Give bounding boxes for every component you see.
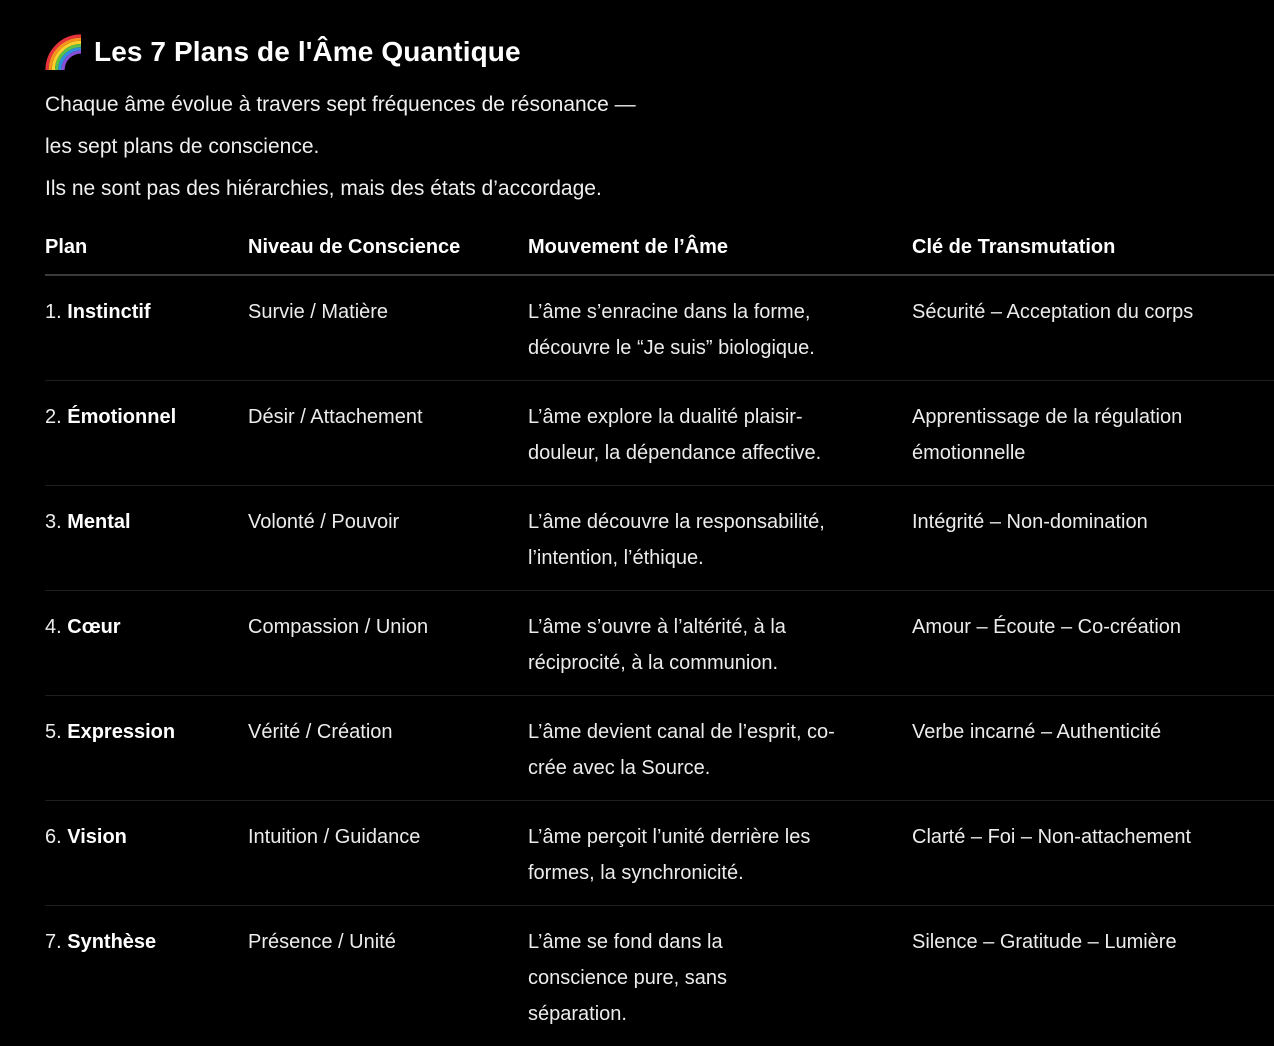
movement-cell bbox=[528, 696, 912, 801]
movement-cell bbox=[528, 591, 912, 696]
level-cell: Désir / Attachement bbox=[248, 381, 528, 486]
key-cell: Apprentissage de la régulation émotionnelle bbox=[912, 381, 1274, 486]
level-cell: Volonté / Pouvoir bbox=[248, 486, 528, 591]
movement-text: L’âme s’ouvre à l’altérité, à la réciprocité, à la communion. bbox=[528, 609, 873, 681]
movement-cell bbox=[528, 906, 912, 1046]
movement-text: L’âme découvre la responsabilité, l’intention, l’éthique. bbox=[528, 504, 873, 576]
movement-cell bbox=[528, 801, 912, 906]
movement-text: L’âme s’enracine dans la forme, découvre le “Je suis” biologique. bbox=[528, 294, 873, 366]
table-row bbox=[45, 801, 1274, 906]
plan-name: Cœur bbox=[67, 616, 120, 638]
table-row bbox=[45, 591, 1274, 696]
column-header-level: Niveau de Conscience bbox=[248, 220, 528, 275]
movement-cell bbox=[528, 381, 912, 486]
intro-line: Ils ne sont pas des hiérarchies, mais des états d’accordage. bbox=[45, 168, 1274, 210]
plan-cell bbox=[45, 486, 248, 591]
table-row bbox=[45, 486, 1274, 591]
key-cell: Verbe incarné – Authenticité bbox=[912, 696, 1274, 801]
table-header-row bbox=[45, 220, 1274, 275]
movement-cell bbox=[528, 486, 912, 591]
level-cell: Intuition / Guidance bbox=[248, 801, 528, 906]
table-row bbox=[45, 696, 1274, 801]
key-cell: Amour – Écoute – Co-création bbox=[912, 591, 1274, 696]
plan-number: 4. bbox=[45, 616, 62, 638]
page-title bbox=[45, 30, 1274, 74]
column-header-key: Clé de Transmutation bbox=[912, 220, 1274, 275]
movement-text: L’âme se fond dans la conscience pure, sans séparation. bbox=[528, 924, 758, 1032]
plan-cell bbox=[45, 275, 248, 381]
plan-name: Mental bbox=[67, 511, 130, 533]
plan-name: Émotionnel bbox=[67, 406, 176, 428]
level-cell: Présence / Unité bbox=[248, 906, 528, 1046]
page-title-text: Les 7 Plans de l'Âme Quantique bbox=[94, 36, 521, 68]
plan-number: 7. bbox=[45, 931, 62, 953]
plan-cell bbox=[45, 906, 248, 1046]
key-cell: Silence – Gratitude – Lumière bbox=[912, 906, 1274, 1046]
plan-number: 1. bbox=[45, 301, 62, 323]
plan-cell bbox=[45, 381, 248, 486]
plan-name: Instinctif bbox=[67, 301, 150, 323]
key-cell: Clarté – Foi – Non-attachement bbox=[912, 801, 1274, 906]
column-header-plan: Plan bbox=[45, 220, 248, 275]
plan-cell bbox=[45, 696, 248, 801]
level-cell: Survie / Matière bbox=[248, 275, 528, 381]
plan-name: Vision bbox=[67, 826, 127, 848]
plan-number: 5. bbox=[45, 721, 62, 743]
plans-table bbox=[45, 220, 1274, 1046]
movement-cell bbox=[528, 275, 912, 381]
column-header-movement: Mouvement de l’Âme bbox=[528, 220, 912, 275]
key-cell: Sécurité – Acceptation du corps bbox=[912, 275, 1274, 381]
plan-name: Synthèse bbox=[67, 931, 156, 953]
intro-line: les sept plans de conscience. bbox=[45, 126, 1274, 168]
movement-text: L’âme perçoit l’unité derrière les formes, la synchronicité. bbox=[528, 819, 873, 891]
intro-line: Chaque âme évolue à travers sept fréquences de résonance — bbox=[45, 84, 1274, 126]
plan-name: Expression bbox=[67, 721, 175, 743]
table-row bbox=[45, 381, 1274, 486]
table-row bbox=[45, 275, 1274, 381]
plan-number: 2. bbox=[45, 406, 62, 428]
level-cell: Compassion / Union bbox=[248, 591, 528, 696]
intro-text bbox=[45, 84, 1274, 210]
rainbow-icon bbox=[45, 34, 83, 70]
key-cell: Intégrité – Non-domination bbox=[912, 486, 1274, 591]
movement-text: L’âme explore la dualité plaisir-douleur, la dépendance affective. bbox=[528, 399, 873, 471]
table-row bbox=[45, 906, 1274, 1046]
plan-cell bbox=[45, 801, 248, 906]
plan-number: 6. bbox=[45, 826, 62, 848]
plan-cell bbox=[45, 591, 248, 696]
movement-text: L’âme devient canal de l’esprit, co-crée avec la Source. bbox=[528, 714, 873, 786]
plan-number: 3. bbox=[45, 511, 62, 533]
level-cell: Vérité / Création bbox=[248, 696, 528, 801]
